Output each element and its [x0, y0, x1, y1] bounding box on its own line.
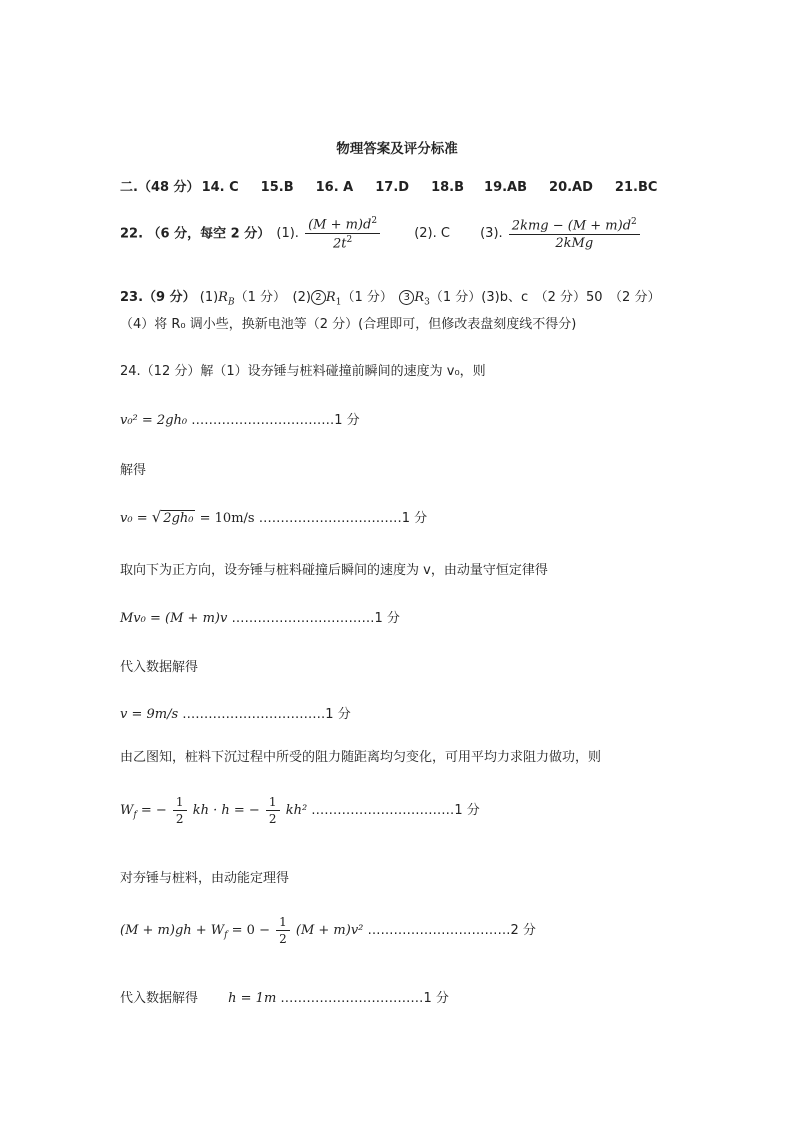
section-2-answers	[120, 176, 657, 195]
q23-r3-sub: 3	[424, 297, 430, 308]
q24-eq2-score: 1 分	[401, 511, 428, 526]
q24-text7: 代入数据解得	[120, 991, 199, 1006]
q24-eq6-rhs: (M + m)v²	[295, 923, 364, 938]
q24-eq5-half-2	[266, 795, 280, 826]
q24-eq3-score: 1 分	[374, 611, 400, 626]
q24-eq1-score: 1 分	[334, 413, 360, 428]
q24-eq5: $W_f$ = − $\frac{1}{2}$ kh · h = − $\frac{1}{2}$ kh² ……………………………1 分	[120, 795, 480, 826]
q24-eq2-rhs: = 10m/s	[199, 511, 255, 526]
q24-eq4-formula: v = 9m/s	[120, 707, 179, 722]
q24-eq6-half-num: 1	[276, 915, 290, 931]
q24-eq6-half	[276, 915, 290, 946]
q24-eq3: Mv₀ = (M + m)v ……………………………1 分	[120, 611, 400, 626]
q23-text-d: （1 分）(3)b、c （2 分）50 （2 分）	[429, 290, 661, 305]
q22-part1-label: (1).	[276, 226, 299, 242]
circled-2: 2	[311, 290, 326, 305]
q24-eq5-half-1-num: 1	[173, 795, 187, 811]
q24-eq6-half-den: 2	[279, 932, 287, 946]
q24-eq7-formula: h = 1m	[228, 991, 277, 1006]
q24-eq5-w: W	[120, 803, 134, 818]
q23-text-b: （1 分） (2)	[234, 290, 311, 305]
q24-eq6-score: 2 分	[510, 923, 536, 938]
answer-18: 18.B	[431, 180, 465, 195]
q24-eq1-formula: v₀² = 2gh₀	[120, 413, 188, 428]
q23-r1-letter: R	[325, 290, 336, 305]
q24-eq7-score: 1 分	[423, 991, 449, 1006]
q23-rb	[218, 290, 235, 308]
q23-r1	[325, 290, 342, 308]
q22-part1-fraction: $\frac{(M + m)d^2}{2t^2}$	[305, 216, 380, 252]
q24-eq4: v = 9m/s ……………………………1 分	[120, 707, 351, 722]
q24-eq6-eq: = 0 −	[231, 923, 270, 938]
answer-14: 14. C	[201, 180, 239, 195]
q23-part1-label: (1)	[199, 290, 219, 305]
q23-text-c: （1 分）	[341, 290, 400, 305]
q24-eq2-lhs: v₀ =	[120, 511, 148, 526]
q24-eq5-score: 1 分	[454, 803, 480, 818]
q23-rb-letter: R	[218, 290, 228, 305]
q24-eq6: $(M + m)gh + W_f = 0$ − $\frac{1}{2}$ (M + m)v² ……………………………2 分	[120, 915, 536, 946]
q24-eq5-half-2-den: 2	[268, 812, 277, 826]
q22-part2: (2). C	[414, 226, 450, 242]
q24-eq5-half-2-num: 1	[266, 795, 280, 811]
question-23-line2: （4）将 R₀ 调小些，换新电池等（2 分）(合理即可，但修改表盘刻度线不得分)	[120, 317, 577, 332]
q24-eq6-lhs: (M + m)gh + W	[120, 923, 225, 938]
answer-15: 15.B	[260, 180, 294, 195]
q24-eq1-dots: ……………………………	[187, 413, 335, 428]
q24-eq3-formula: Mv₀ = (M + m)v	[120, 611, 228, 626]
q24-text4: 代入数据解得	[120, 660, 199, 675]
q24-solve1: 解得	[120, 463, 147, 478]
q24-eq1	[120, 409, 360, 428]
q24-eq5-eq: = −	[140, 803, 167, 818]
q23-rb-sub: B	[227, 297, 235, 308]
q24-intro: 24.（12 分）解（1）设夯锤与桩料碰撞前瞬间的速度为 v₀，则	[120, 364, 486, 379]
q24-eq5-end: kh²	[285, 803, 308, 818]
question-22	[120, 216, 642, 252]
q22-part3-label: (3).	[480, 226, 503, 242]
q22-part3-numerator: 2kmg − (M + m)d	[511, 217, 632, 233]
answer-21: 21.BC	[614, 180, 658, 195]
answer-20: 20.AD	[549, 180, 593, 195]
circled-3: 3	[399, 290, 414, 305]
q22-part1-numerator: (M + m)d	[308, 217, 372, 233]
q23-r3-letter: R	[414, 290, 425, 305]
q24-eq2-sqrt: 2gh₀	[163, 511, 194, 526]
q24-text6: 对夯锤与桩料，由动能定理得	[120, 871, 290, 886]
answer-17: 17.D	[375, 180, 410, 195]
q23-head: 23.（9 分）	[120, 290, 196, 305]
q22-part3-denominator: 2kMg	[555, 235, 594, 251]
q24-eq5-mid: kh · h = −	[192, 803, 260, 818]
answer-19: 19.AB	[484, 180, 528, 195]
q23-r1-sub: 1	[335, 297, 342, 308]
q22-part1-denominator: 2t	[332, 236, 347, 252]
q24-eq4-score: 1 分	[325, 707, 351, 722]
q24-eq5-half-1-den: 2	[175, 812, 184, 826]
q24-eq5-half-1	[173, 795, 187, 826]
section-2-head: 二.（48 分）	[120, 180, 200, 195]
q24-final: 代入数据解得 h = 1m ……………………………1 分	[120, 991, 449, 1006]
question-23-line1	[120, 286, 660, 308]
q23-r3	[414, 290, 430, 308]
q24-text3: 取向下为正方向，设夯锤与桩料碰撞后瞬间的速度为 v，由动量守恒定律得	[120, 563, 548, 578]
q22-head: 22. （6 分，每空 2 分）	[120, 226, 271, 242]
answer-16: 16. A	[315, 180, 354, 195]
q24-eq5-sub: f	[133, 810, 137, 821]
q24-eq2: v₀ = √ 2gh₀ = 10m/s ……………………………1 分	[120, 508, 428, 526]
page-title: 物理答案及评分标准	[336, 141, 458, 157]
q24-text5: 由乙图知，桩料下沉过程中所受的阻力随距离均匀变化，可用平均力求阻力做功，则	[120, 750, 602, 765]
q22-part3-fraction: $\frac{2kmg - (M + m)d^2}{\text{2kMg}}$	[509, 217, 640, 251]
